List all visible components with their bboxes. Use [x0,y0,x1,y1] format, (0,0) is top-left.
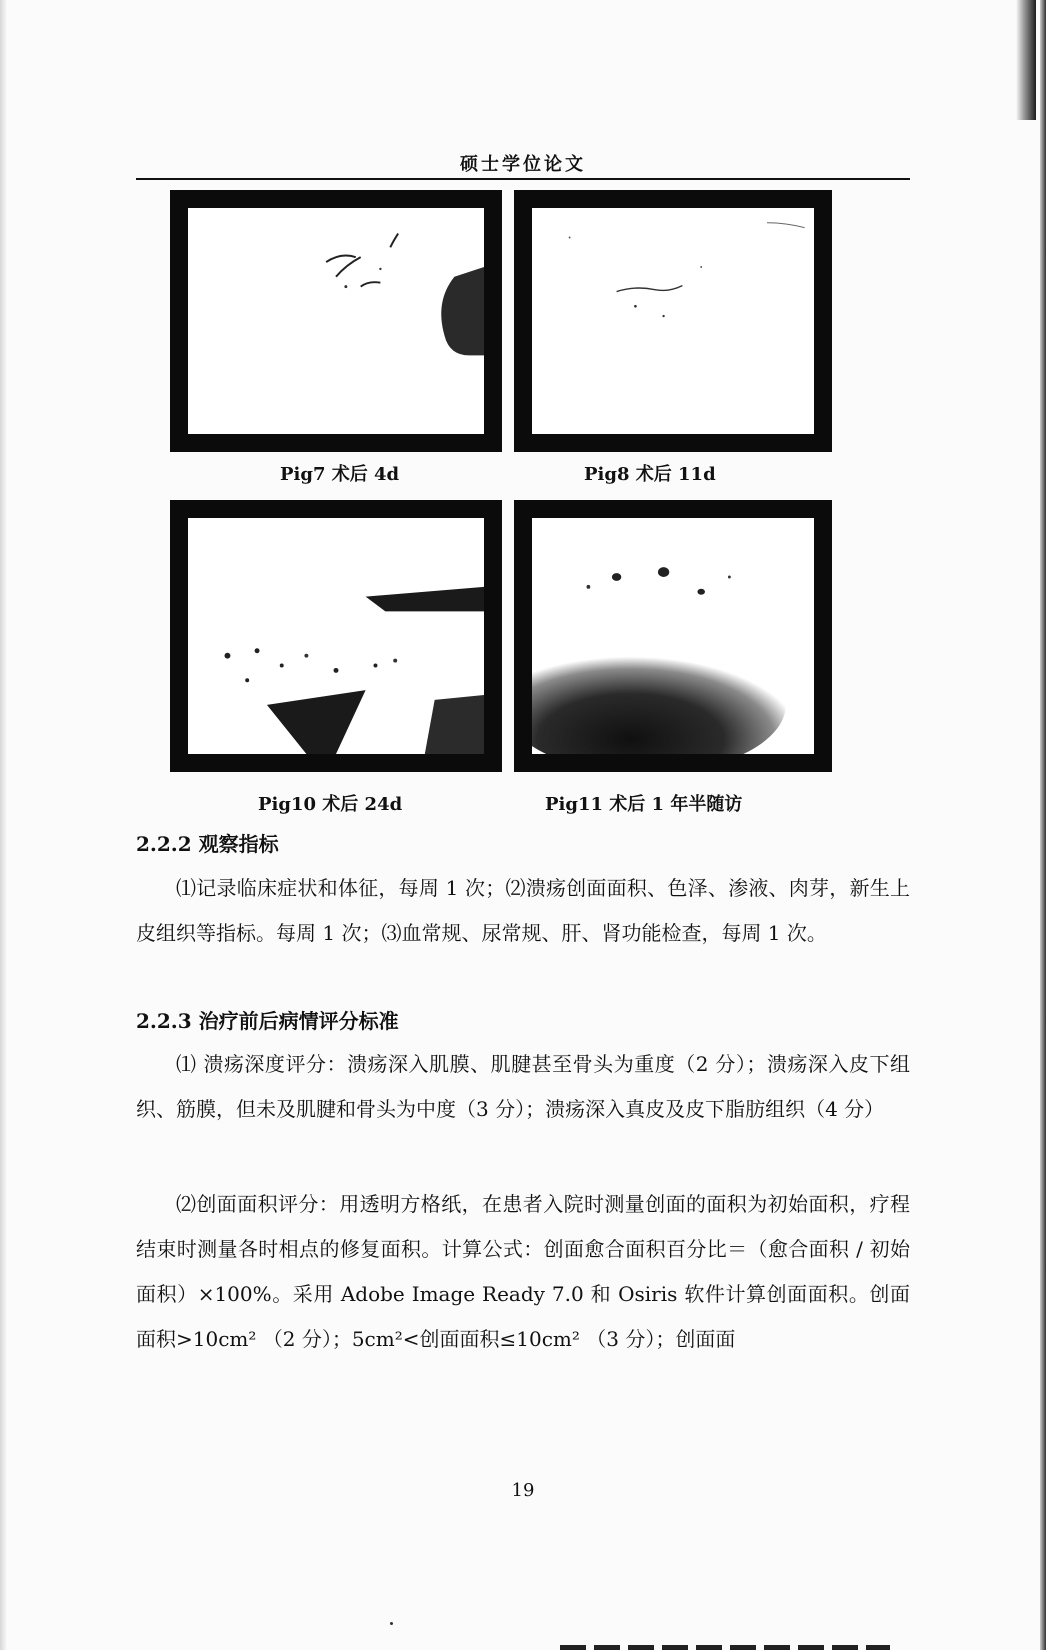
photo-pig10-image [188,518,484,754]
paragraph-observation-indices: ⑴记录临床症状和体征，每周 1 次；⑵溃疡创面面积、色泽、渗液、肉芽，新生上皮组织等指标。每周 1 次；⑶血常规、尿常规、肝、肾功能检查，每周 1 次。 [136,876,910,945]
paragraph-ulcer-depth-score: ⑴ 溃疡深度评分：溃疡深入肌膜、肌腱甚至骨头为重度（2 分）；溃疡深入皮下组织、筋膜，但未及肌腱和骨头为中度（3 分）；溃疡深入真皮及皮下脂肪组织（4 分） [136,1052,910,1121]
photo-pig11-image [532,518,814,754]
scan-edge-shadow [1016,0,1036,120]
paragraph-wound-area-score: ⑵创面面积评分：用透明方格纸，在患者入院时测量创面的面积为初始面积，疗程结束时测量各时相点的修复面积。计算公式：创面愈合面积百分比＝（愈合面积 / 初始面积）×100%。采用 Adobe Image Ready 7.0 和 Osiris 软件计算创面面积。创面面积>10cm² （2 分）；5cm²<创面面积≤10cm² （3 分）；创面面 [136,1192,910,1351]
scan-artifact-dot [390,1622,393,1625]
figure-photo-pig8 [514,190,832,452]
figure-caption-pig7: Pig7 术后 4d [280,464,400,485]
figure-photo-pig7 [170,190,502,452]
running-header-title: 硕士学位论文 [460,154,586,175]
photo-pig7-image [188,208,484,434]
scan-edge-left [0,0,8,1650]
section-heading-2-2-2: 2.2.2 观察指标 [136,832,279,856]
scan-artifact-bottom [560,1645,890,1650]
header-rule [136,178,910,180]
figure-caption-pig11: Pig11 术后 1 年半随访 [545,794,743,815]
figure-photo-pig11 [514,500,832,772]
page-number: 19 [511,1480,535,1501]
figure-caption-pig8: Pig8 术后 11d [584,464,716,485]
section-heading-2-2-3: 2.2.3 治疗前后病情评分标准 [136,1009,399,1033]
figure-caption-pig10: Pig10 术后 24d [258,794,403,815]
figure-photo-pig10 [170,500,502,772]
photo-pig8-image [532,208,814,434]
scan-edge-right [1040,0,1046,1650]
